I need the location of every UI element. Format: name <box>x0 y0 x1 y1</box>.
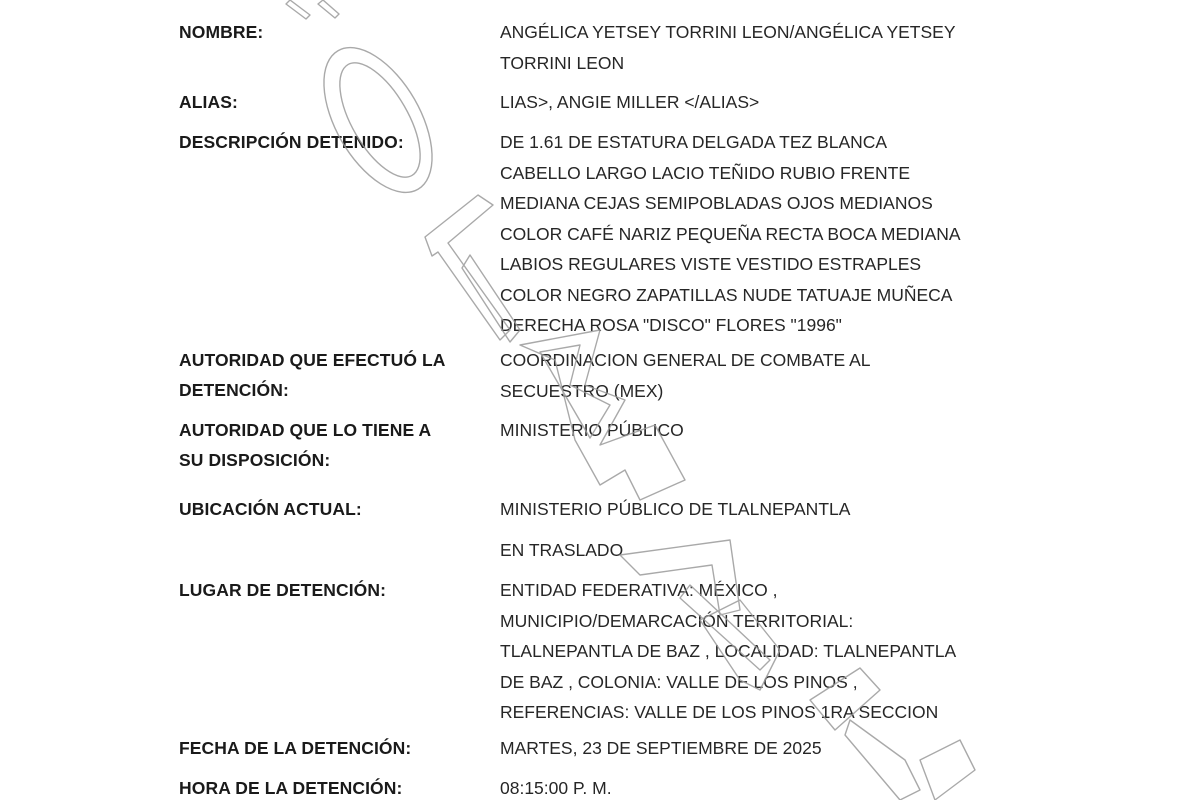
field-label: NOMBRE: <box>179 22 264 42</box>
field-label: DESCRIPCIÓN DETENIDO: <box>179 132 404 152</box>
field-label: FECHA DE LA DETENCIÓN: <box>179 738 412 758</box>
field-value: ANGÉLICA YETSEY TORRINI LEON/ANGÉLICA YETSEY TORRINI LEON <box>500 22 956 73</box>
field-value: 08:15:00 P. M. <box>500 778 612 798</box>
field-value: ENTIDAD FEDERATIVA: MÉXICO , MUNICIPIO/DEMARCACIÓN TERRITORIAL: TLALNEPANTLA DE BAZ , LOCALIDAD: TLALNEPANTLA DE BAZ , COLONIA: VALLE DE LOS PINOS , REFERENCIAS: VALLE DE LOS PINOS 1RA SECCION <box>500 580 957 722</box>
field-label: LUGAR DE DETENCIÓN: <box>179 580 387 600</box>
field-label: ALIAS: <box>179 92 238 112</box>
field-value: MINISTERIO PÚBLICO <box>500 420 684 440</box>
field-value: COORDINACION GENERAL DE COMBATE AL SECUESTRO (MEX) <box>500 350 871 401</box>
field-label: AUTORIDAD QUE EFECTUÓ LA DETENCIÓN: <box>179 350 446 400</box>
field-value: LIAS>, ANGIE MILLER </ALIAS> <box>500 92 760 112</box>
field-label: HORA DE LA DETENCIÓN: <box>179 778 403 798</box>
field-value: DE 1.61 DE ESTATURA DELGADA TEZ BLANCA CABELLO LARGO LACIO TEÑIDO RUBIO FRENTE MEDIANA CEJAS SEMIPOBLADAS OJOS MEDIANOS COLOR CAFÉ NARIZ PEQUEÑA RECTA BOCA MEDIANA LABIOS REGULARES VISTE VESTIDO ESTRAPLES COLOR NEGRO ZAPATILLAS NUDE TATUAJE MUÑECA DERECHA ROSA "DISCO" FLORES "1996" <box>500 132 961 335</box>
field-value: MARTES, 23 DE SEPTIEMBRE DE 2025 <box>500 738 822 758</box>
field-label: UBICACIÓN ACTUAL: <box>179 499 362 519</box>
field-value: MINISTERIO PÚBLICO DE TLALNEPANTLA <box>500 499 851 519</box>
field-label: AUTORIDAD QUE LO TIENE A SU DISPOSICIÓN: <box>179 420 432 470</box>
field-value: EN TRASLADO <box>500 540 624 560</box>
